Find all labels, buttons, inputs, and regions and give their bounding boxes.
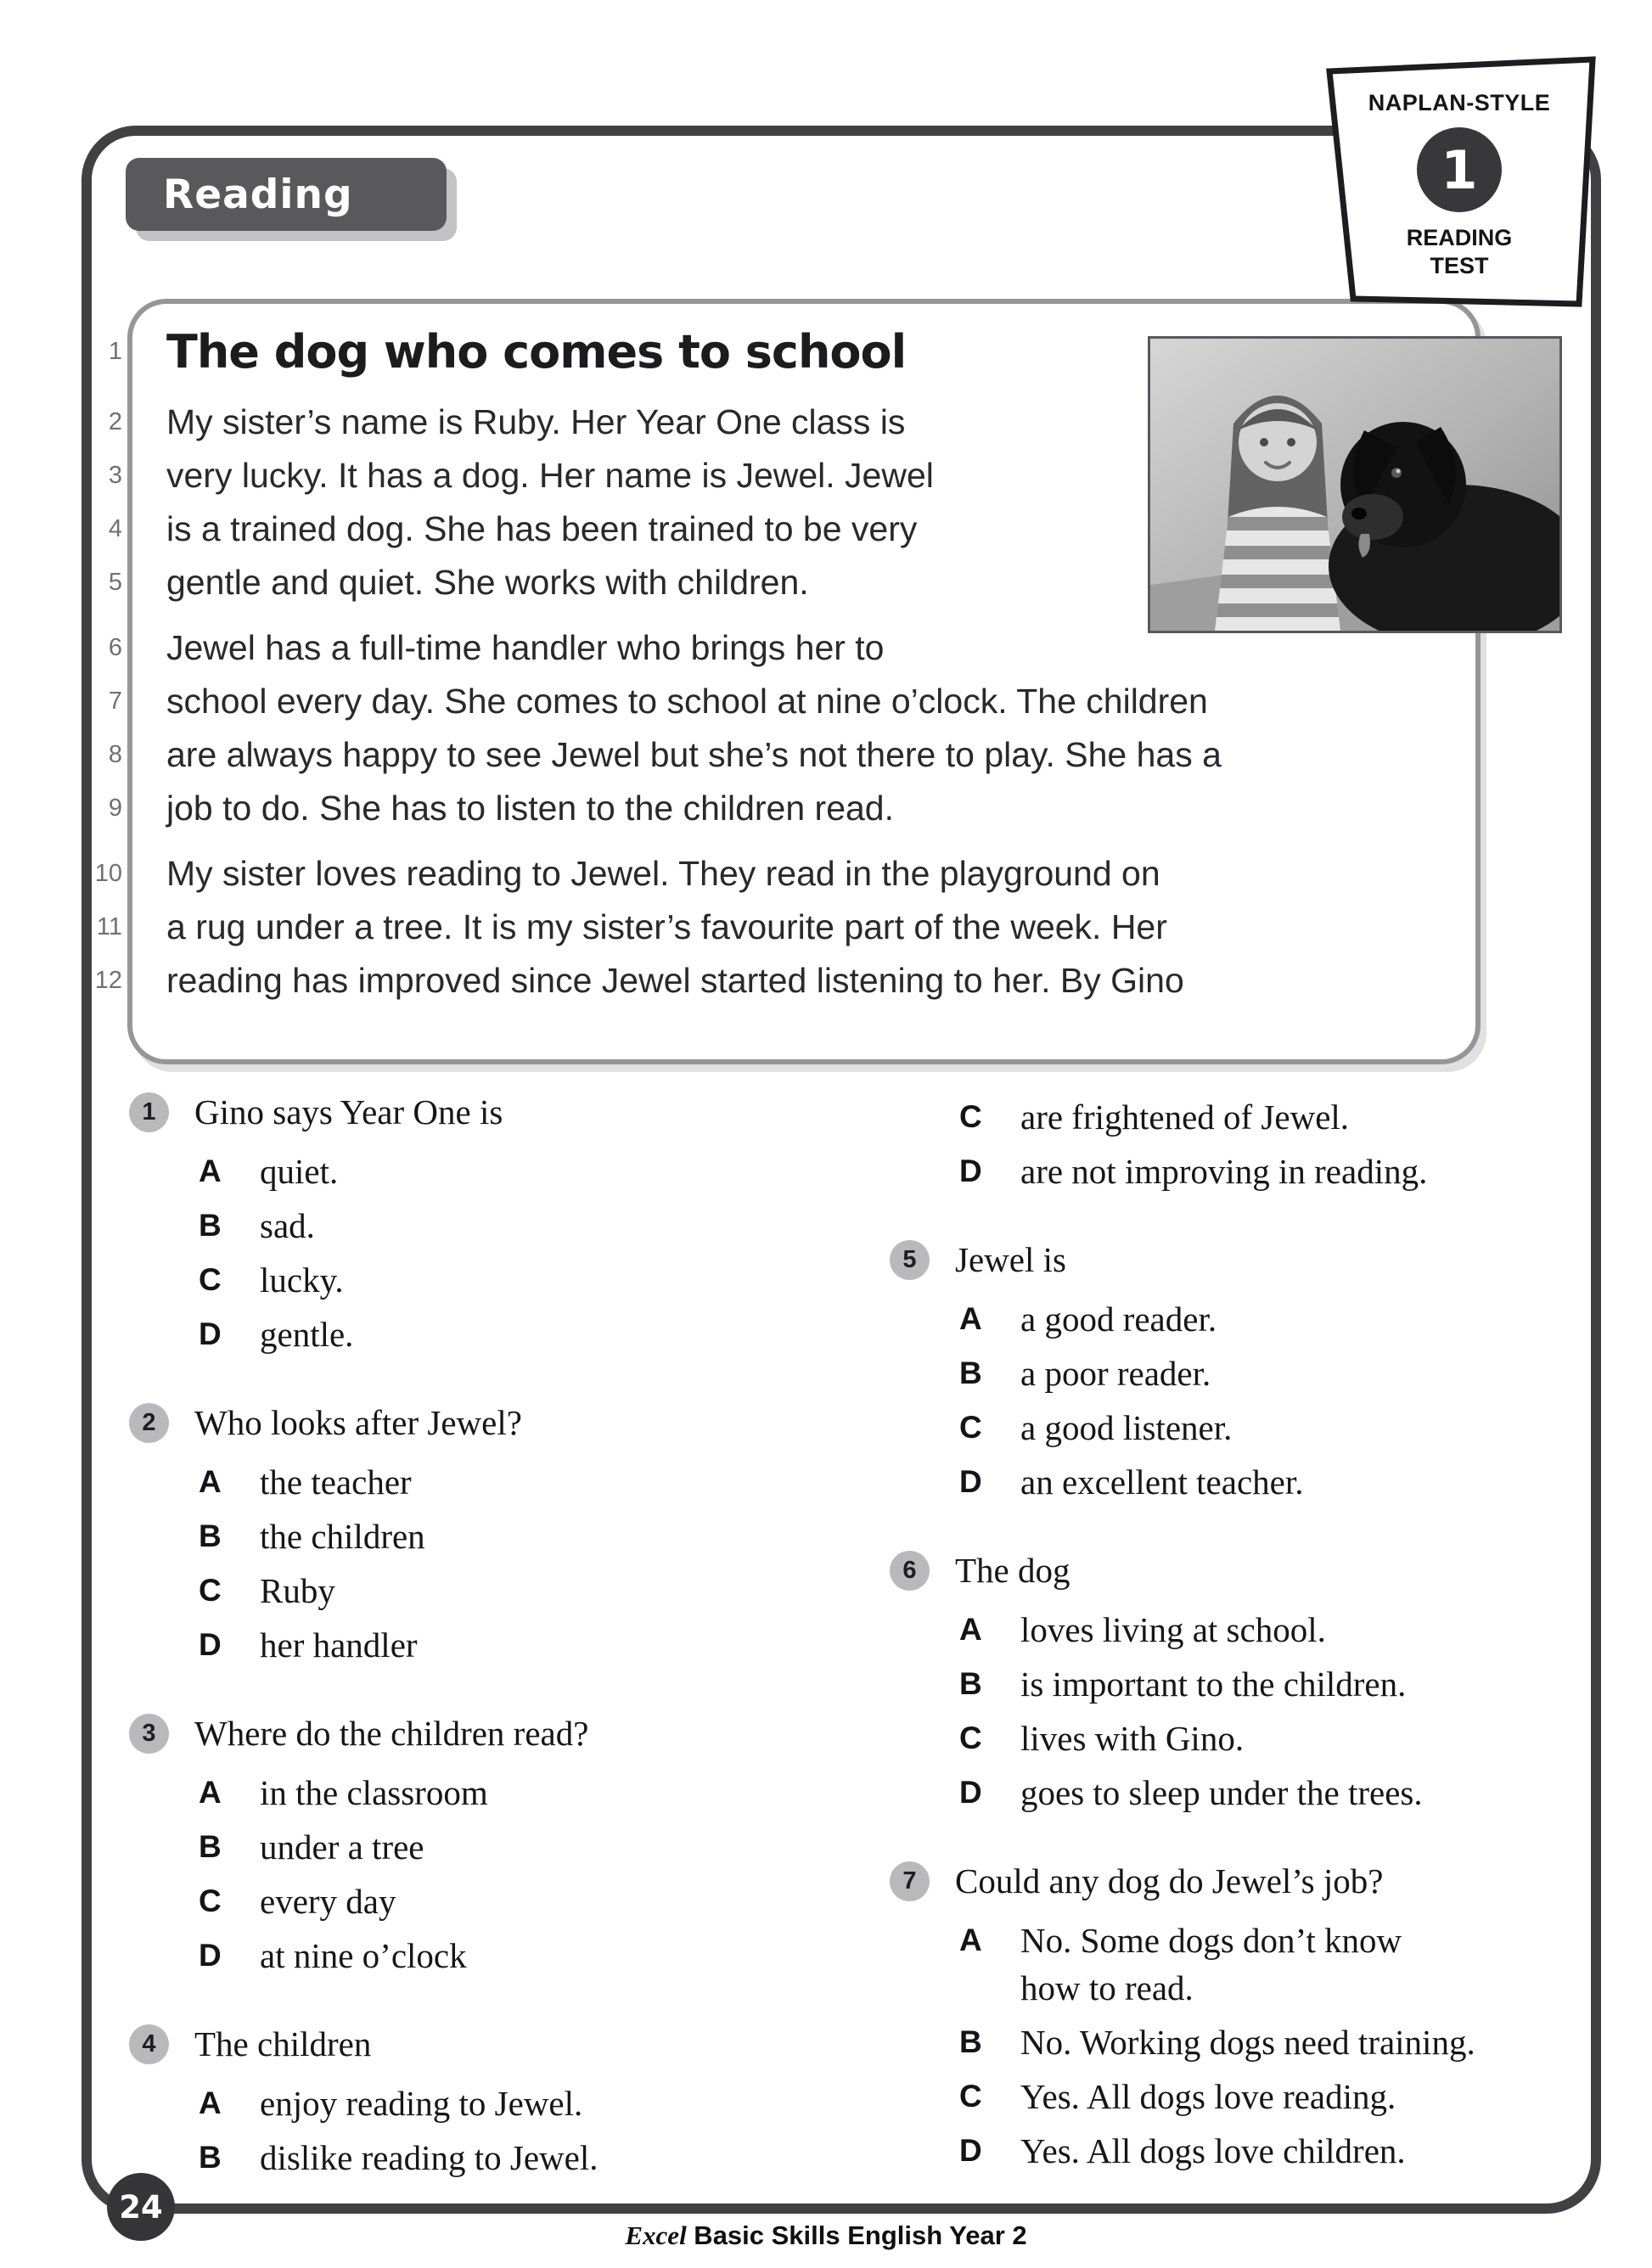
footer-series-title: Basic Skills English Year 2 <box>686 2220 1027 2250</box>
question-head <box>890 1238 1569 1282</box>
passage-line-text: are always happy to see Jewel but she’s not there to play. She has a <box>166 735 1222 774</box>
options-list <box>129 1455 851 1672</box>
answer-option <box>890 2124 1569 2178</box>
question-prompt: The dog <box>955 1551 1070 1590</box>
passage-line-text: job to do. She has to listen to the children read. <box>166 789 894 828</box>
option-text: Yes. All dogs love reading. <box>1020 2077 1396 2116</box>
question-prompt: Who looks after Jewel? <box>194 1403 522 1442</box>
option-text: lucky. <box>260 1260 344 1300</box>
questions-column-left <box>129 1090 851 2224</box>
options-list <box>129 1766 851 1983</box>
option-text: sad. <box>260 1206 315 1245</box>
question-1 <box>129 1090 851 1361</box>
option-letter: B <box>199 1829 222 1864</box>
answer-option <box>890 1401 1569 1455</box>
question-3 <box>129 1711 851 1983</box>
option-text: No. Some dogs don’t know how to read. <box>1020 1921 1402 2007</box>
answer-option <box>129 1874 851 1928</box>
option-letter: B <box>199 2140 222 2175</box>
question-prompt: Gino says Year One is <box>194 1092 503 1131</box>
options-list <box>129 1144 851 1361</box>
passage-line <box>85 675 1494 728</box>
question-head <box>129 2022 851 2066</box>
passage-line-text: My sister’s name is Ruby. Her Year One class is <box>166 402 906 441</box>
options-list <box>890 1090 1569 1199</box>
option-text: gentle. <box>260 1315 354 1354</box>
passage-line <box>85 847 1494 901</box>
passage-line-text: school every day. She comes to school at nine o’clock. The children <box>166 682 1208 721</box>
option-text: goes to sleep under the trees. <box>1020 1773 1423 1812</box>
answer-option <box>890 1657 1569 1711</box>
passage-line-text: Jewel has a full-time handler who brings her to <box>166 628 885 667</box>
option-letter: A <box>959 1923 982 1957</box>
question-prompt: Where do the children read? <box>194 1714 589 1753</box>
answer-option <box>129 1928 851 1983</box>
reading-test-line2: TEST <box>1430 253 1489 278</box>
section-label: Reading <box>163 171 353 218</box>
option-letter: D <box>199 1627 222 1662</box>
option-text: loves living at school. <box>1020 1610 1326 1649</box>
option-text: in the classroom <box>260 1773 488 1812</box>
option-letter: C <box>959 1410 982 1445</box>
answer-option <box>129 1144 851 1199</box>
option-text: the children <box>260 1517 425 1556</box>
option-letter: B <box>199 1208 222 1243</box>
passage-line <box>85 782 1494 835</box>
option-text: lives with Gino. <box>1020 1719 1245 1758</box>
question-6 <box>890 1548 1569 1820</box>
girl-and-dog-illustration <box>1150 339 1559 631</box>
line-number: 3 <box>108 462 122 489</box>
girl-and-dog-photo <box>1148 336 1562 633</box>
option-letter: C <box>199 1883 222 1918</box>
option-letter: D <box>959 1154 982 1188</box>
question-head <box>129 1401 851 1445</box>
answer-option <box>129 1455 851 1509</box>
option-letter: B <box>959 1356 982 1390</box>
answer-option <box>890 2015 1569 2069</box>
line-number: 5 <box>108 569 122 596</box>
question-prompt: The children <box>194 2024 372 2063</box>
option-text: enjoy reading to Jewel. <box>260 2084 583 2123</box>
passage-line-text: My sister loves reading to Jewel. They read in the playground on <box>166 854 1160 893</box>
answer-option <box>129 1307 851 1361</box>
option-text: the teacher <box>260 1462 412 1502</box>
options-list <box>129 2076 851 2185</box>
option-letter: B <box>959 2024 982 2059</box>
answer-option <box>890 1913 1569 2015</box>
options-list <box>890 1292 1569 1509</box>
line-number: 11 <box>96 913 122 940</box>
option-text: Yes. All dogs love children. <box>1020 2131 1406 2170</box>
line-number: 9 <box>108 794 122 822</box>
question-number-badge: 6 <box>890 1551 930 1591</box>
answer-option <box>129 2076 851 2130</box>
option-letter: A <box>199 2086 222 2120</box>
passage-title: The dog who comes to school <box>166 324 907 379</box>
option-letter: C <box>959 1721 982 1755</box>
question-prompt: Jewel is <box>955 1240 1066 1279</box>
answer-option <box>890 1090 1569 1144</box>
test-number-badge <box>1417 127 1502 212</box>
answer-option <box>129 1766 851 1820</box>
option-letter: C <box>959 2079 982 2114</box>
option-letter: A <box>959 1612 982 1647</box>
option-letter: A <box>199 1154 222 1188</box>
options-list <box>890 1603 1569 1820</box>
option-text: Ruby <box>260 1571 335 1610</box>
passage-line <box>85 954 1494 1008</box>
naplan-style-tag <box>1318 56 1601 309</box>
question-2 <box>129 1401 851 1672</box>
footer-series-name: Excel <box>625 2220 687 2250</box>
answer-option <box>129 1618 851 1672</box>
answer-option <box>890 1346 1569 1401</box>
reading-test-line1: READING <box>1406 225 1513 250</box>
option-letter: C <box>199 1573 222 1608</box>
answer-option <box>129 1253 851 1307</box>
question-number-badge: 5 <box>890 1240 930 1280</box>
passage-line <box>85 728 1494 782</box>
passage-paragraph-2 <box>85 621 1494 835</box>
question-number-badge: 2 <box>129 1403 169 1443</box>
question-head <box>890 1859 1569 1903</box>
footer <box>0 2220 1652 2251</box>
question-head <box>890 1548 1569 1592</box>
line-number: 7 <box>108 688 122 715</box>
question-head <box>129 1090 851 1134</box>
option-letter: D <box>959 1775 982 1810</box>
answer-option <box>890 1766 1569 1820</box>
option-text: under a tree <box>260 1827 424 1867</box>
question-prompt: Could any dog do Jewel’s job? <box>955 1861 1384 1900</box>
option-text: an excellent teacher. <box>1020 1462 1304 1502</box>
option-letter: D <box>199 1316 222 1351</box>
answer-option <box>129 2130 851 2185</box>
option-letter: C <box>959 1099 982 1134</box>
page-number-badge <box>107 2173 175 2241</box>
answer-option <box>890 2069 1569 2124</box>
option-letter: B <box>959 1666 982 1701</box>
passage-line <box>85 901 1494 954</box>
option-letter: D <box>959 2133 982 2168</box>
option-text: dislike reading to Jewel. <box>260 2138 598 2177</box>
reading-test-label <box>1318 224 1601 280</box>
question-4 <box>129 2022 851 2185</box>
section-badge <box>126 158 447 231</box>
answer-option <box>890 1144 1569 1199</box>
option-letter: A <box>199 1775 222 1810</box>
question-7 <box>890 1859 1569 2178</box>
questions-column-right <box>890 1090 1569 2217</box>
option-text: quiet. <box>260 1152 339 1191</box>
option-text: every day <box>260 1882 396 1921</box>
passage-line-text: gentle and quiet. She works with children. <box>166 563 809 602</box>
answer-option <box>890 1292 1569 1346</box>
option-text: a poor reader. <box>1020 1354 1211 1393</box>
options-list <box>890 1913 1569 2178</box>
line-number: 2 <box>108 408 122 435</box>
option-letter: D <box>199 1938 222 1973</box>
naplan-style-label: NAPLAN-STYLE <box>1368 90 1551 115</box>
question-number-badge: 3 <box>129 1714 169 1754</box>
page-number: 24 <box>119 2188 163 2226</box>
option-text: are frightened of Jewel. <box>1020 1098 1350 1137</box>
option-text: No. Working dogs need training. <box>1020 2023 1475 2062</box>
answer-option <box>129 1509 851 1563</box>
question-5 <box>890 1238 1569 1509</box>
option-letter: B <box>199 1519 222 1553</box>
passage-paragraph-3 <box>85 847 1494 1008</box>
answer-option <box>890 1711 1569 1766</box>
option-text: is important to the children. <box>1020 1665 1407 1704</box>
answer-option <box>890 1455 1569 1509</box>
option-letter: D <box>959 1464 982 1499</box>
passage-line-text: very lucky. It has a dog. Her name is Jewel. Jewel <box>166 456 934 495</box>
option-text: a good listener. <box>1020 1408 1233 1447</box>
option-letter: A <box>199 1464 222 1499</box>
passage-line-text: reading has improved since Jewel started listening to her. By Gino <box>166 961 1184 1000</box>
answer-option <box>129 1199 851 1253</box>
answer-option <box>129 1563 851 1618</box>
question-number-badge: 7 <box>890 1861 930 1901</box>
option-text: her handler <box>260 1625 418 1665</box>
test-number: 1 <box>1441 138 1478 201</box>
line-number: 4 <box>108 515 122 542</box>
question-head <box>129 1711 851 1755</box>
question-number-badge: 1 <box>129 1092 169 1132</box>
option-text: at nine o’clock <box>260 1936 467 1975</box>
line-number: 10 <box>94 860 122 887</box>
question-4-continued <box>890 1090 1569 1199</box>
option-text: a good reader. <box>1020 1300 1217 1339</box>
passage-line-text: a rug under a tree. It is my sister’s favourite part of the week. Her <box>166 907 1167 946</box>
option-letter: A <box>959 1301 982 1336</box>
option-letter: C <box>199 1262 222 1297</box>
line-number: 8 <box>108 741 122 768</box>
answer-option <box>129 1820 851 1874</box>
line-number: 1 <box>108 337 122 365</box>
answer-option <box>890 1603 1569 1657</box>
line-number: 6 <box>108 634 122 661</box>
option-text: are not improving in reading. <box>1020 1152 1428 1191</box>
passage-line-text: is a trained dog. She has been trained to be very <box>166 509 918 548</box>
line-number: 12 <box>94 967 122 994</box>
question-number-badge: 4 <box>129 2024 169 2064</box>
